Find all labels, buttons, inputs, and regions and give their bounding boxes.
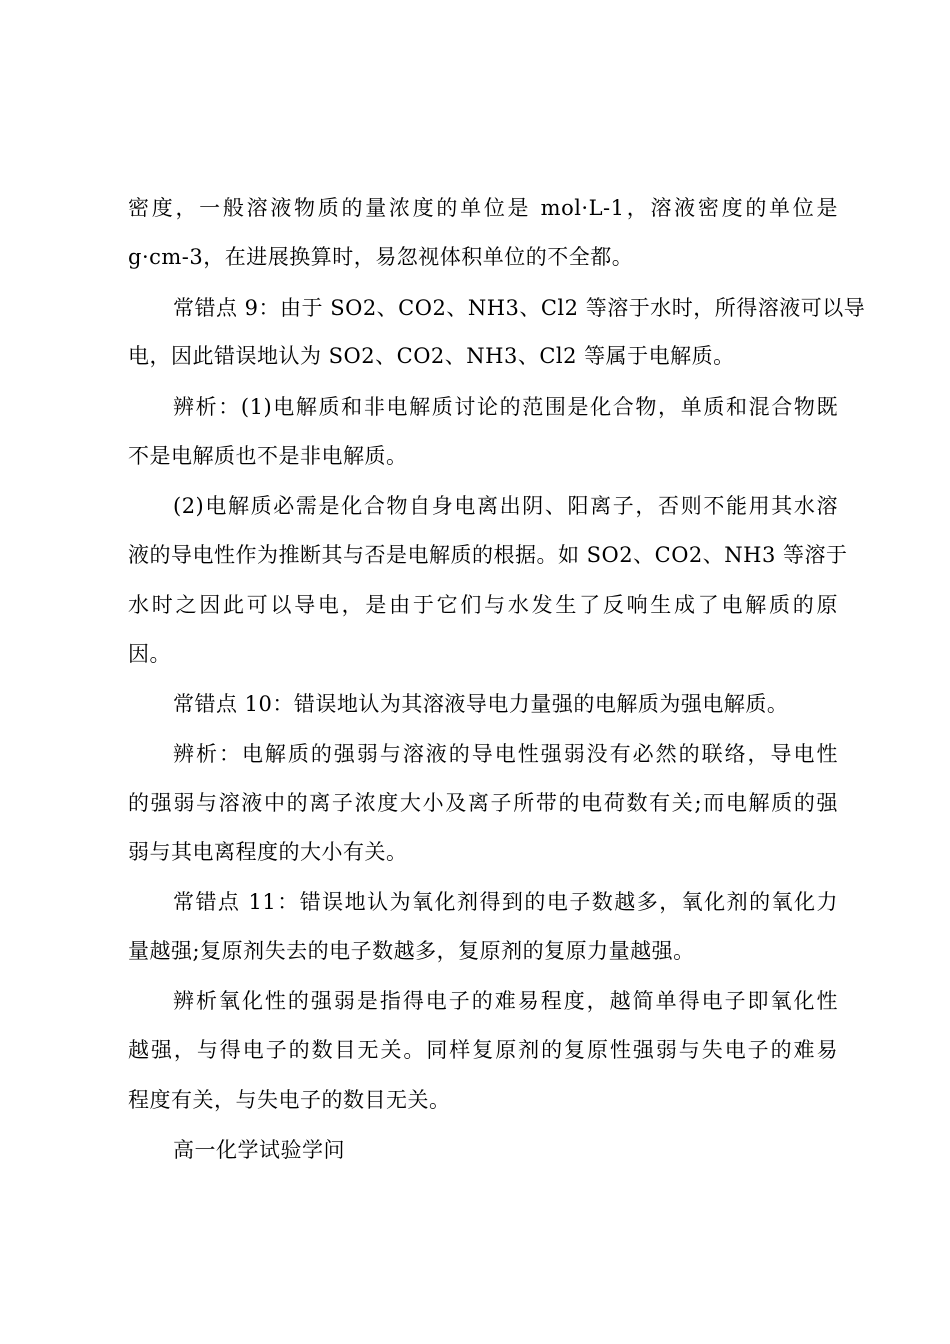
paragraph-line: 辨析：电解质的强弱与溶液的导电性强弱没有必然的联络，导电性 <box>173 742 838 766</box>
paragraph-line: 的强弱与溶液中的离子浓度大小及离子所带的电荷数有关;而电解质的强 <box>128 791 838 815</box>
paragraph-line: 不是电解质也不是非电解质。 <box>128 444 408 468</box>
paragraph-line: 密度，一般溶液物质的量浓度的单位是 mol·L-1，溶液密度的单位是 <box>128 196 838 220</box>
paragraph-line: 液的导电性作为推断其与否是电解质的根据。如 SO2、CO2、NH3 等溶于 <box>128 543 848 567</box>
paragraph-line: 程度有关，与失电子的数目无关。 <box>128 1088 451 1112</box>
paragraph-line: 量越强;复原剂失去的电子数越多，复原剂的复原力量越强。 <box>128 939 695 963</box>
paragraph-line: 常错点 10：错误地认为其溶液导电力量强的电解质为强电解质。 <box>173 692 789 716</box>
paragraph-line: 水时之因此可以导电，是由于它们与水发生了反响生成了电解质的原 <box>128 593 838 617</box>
section-heading: 高一化学试验学问 <box>173 1138 345 1162</box>
paragraph-line: 辨析氧化性的强弱是指得电子的难易程度，越简单得电子即氧化性 <box>173 989 838 1013</box>
paragraph-line: 弱与其电离程度的大小有关。 <box>128 840 408 864</box>
paragraph-line: 电，因此错误地认为 SO2、CO2、NH3、Cl2 等属于电解质。 <box>128 344 735 368</box>
paragraph-line: 辨析：(1)电解质和非电解质讨论的范围是化合物，单质和混合物既 <box>173 395 838 419</box>
paragraph-line: g·cm-3，在进展换算时，易忽视体积单位的不全都。 <box>128 245 634 269</box>
paragraph-line: (2)电解质必需是化合物自身电离出阴、阳离子，否则不能用其水溶 <box>173 494 838 518</box>
paragraph-line: 越强，与得电子的数目无关。同样复原剂的复原性强弱与失电子的难易 <box>128 1038 838 1062</box>
paragraph-line: 常错点 9：由于 SO2、CO2、NH3、Cl2 等溶于水时，所得溶液可以导 <box>173 296 866 320</box>
paragraph-line: 因。 <box>128 642 171 666</box>
paragraph-line: 常错点 11：错误地认为氧化剂得到的电子数越多，氧化剂的氧化力 <box>173 890 838 914</box>
